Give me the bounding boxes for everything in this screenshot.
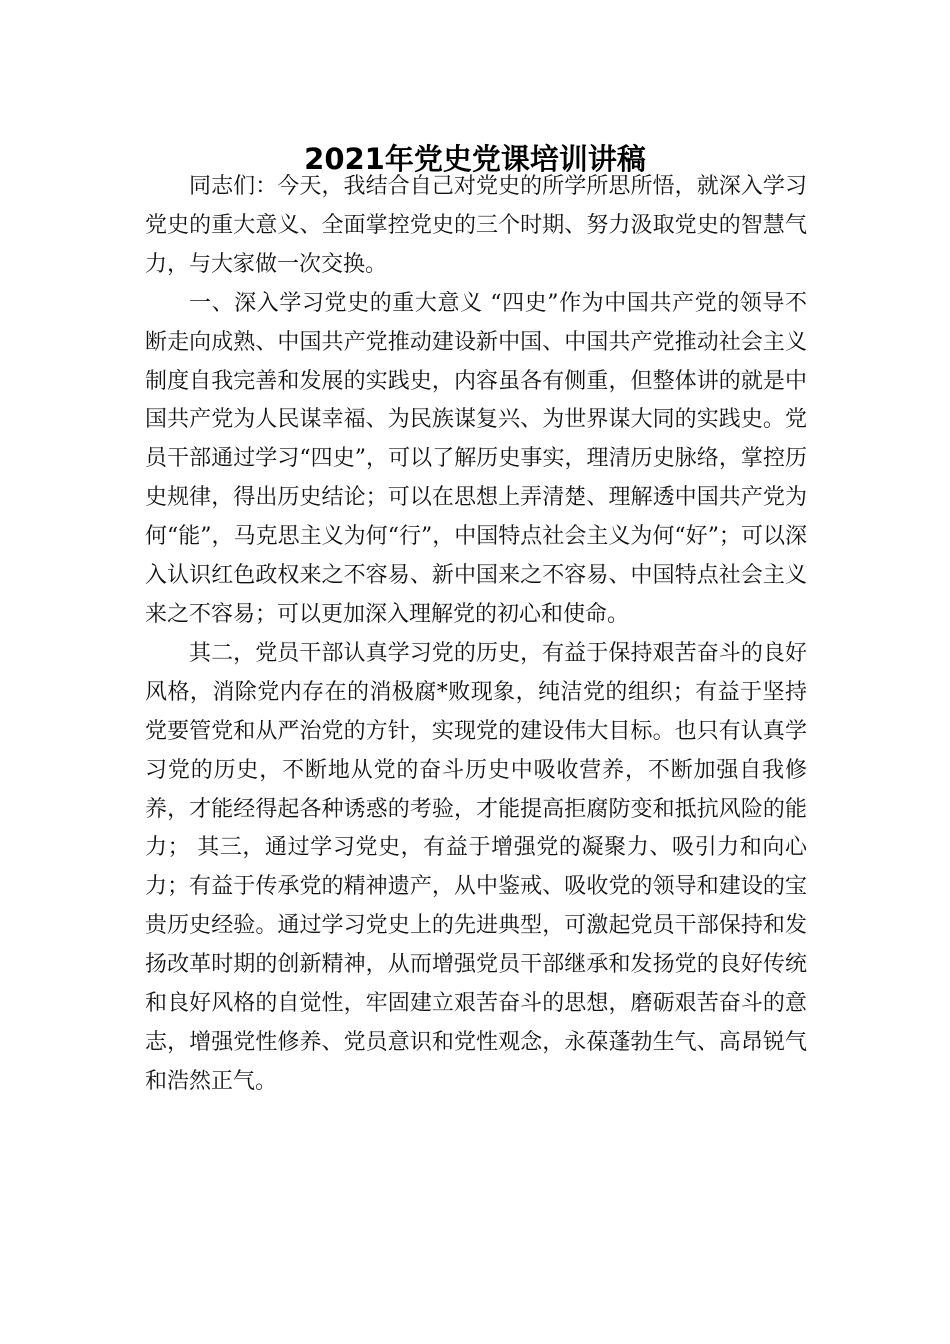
document-title: 2021年党史党课培训讲稿: [304, 142, 646, 177]
document-body: [145, 168, 807, 1102]
paragraph-second-third: 其二，党员干部认真学习党的历史，有益于保持艰苦奋斗的良好风格，消除党内存在的消极腐*败现象，纯洁党的组织；有益于坚持党要管党和从严治党的方针，实现党的建设伟大目标。也只有认真学习党的历史，不断地从党的奋斗历史中吸收营养，不断加强自我修养，才能经得起各种诱惑的考验，才能提高拒腐防变和抵抗风险的能力； 其三，通过学习党史，有益于增强党的凝聚力、吸引力和向心力；有益于传承党的精神遗产，从中鉴戒、吸收党的领导和建设的宝贵历史经验。通过学习党史上的先进典型，可激起党员干部保持和发扬改革时期的创新精神，从而增强党员干部继承和发扬党的良好传统和良好风格的自觉性，牢固建立艰苦奋斗的思想，磨砺艰苦奋斗的意志，增强党性修养、党员意识和党性观念，永葆蓬勃生气、高昂锐气和浩然正气。: [145, 640, 807, 1094]
paragraph-intro: 同志们：今天，我结合自己对党史的所学所思所悟，就深入学习党史的重大意义、全面掌控党史的三个时期、努力汲取党史的智慧气力，与大家做一次交换。: [145, 174, 807, 277]
paragraph-significance: 一、深入学习党史的重大意义 “四史”作为中国共产党的领导不断走向成熟、中国共产党推动建设新中国、中国共产党推动社会主义制度自我完善和发展的实践史，内容虽各有侧重，但整体讲的就是中国共产党为人民谋幸福、为民族谋复兴、为世界谋大同的实践史。党员干部通过学习“四史”，可以了解历史事实，理清历史脉络，掌控历史规律，得出历史结论；可以在思想上弄清楚、理解透中国共产党为何“能”，马克思主义为何“行”，中国特点社会主义为何“好”；可以深入认识红色政权来之不容易、新中国来之不容易、中国特点社会主义来之不容易；可以更加深入理解党的初心和使命。: [145, 290, 807, 627]
